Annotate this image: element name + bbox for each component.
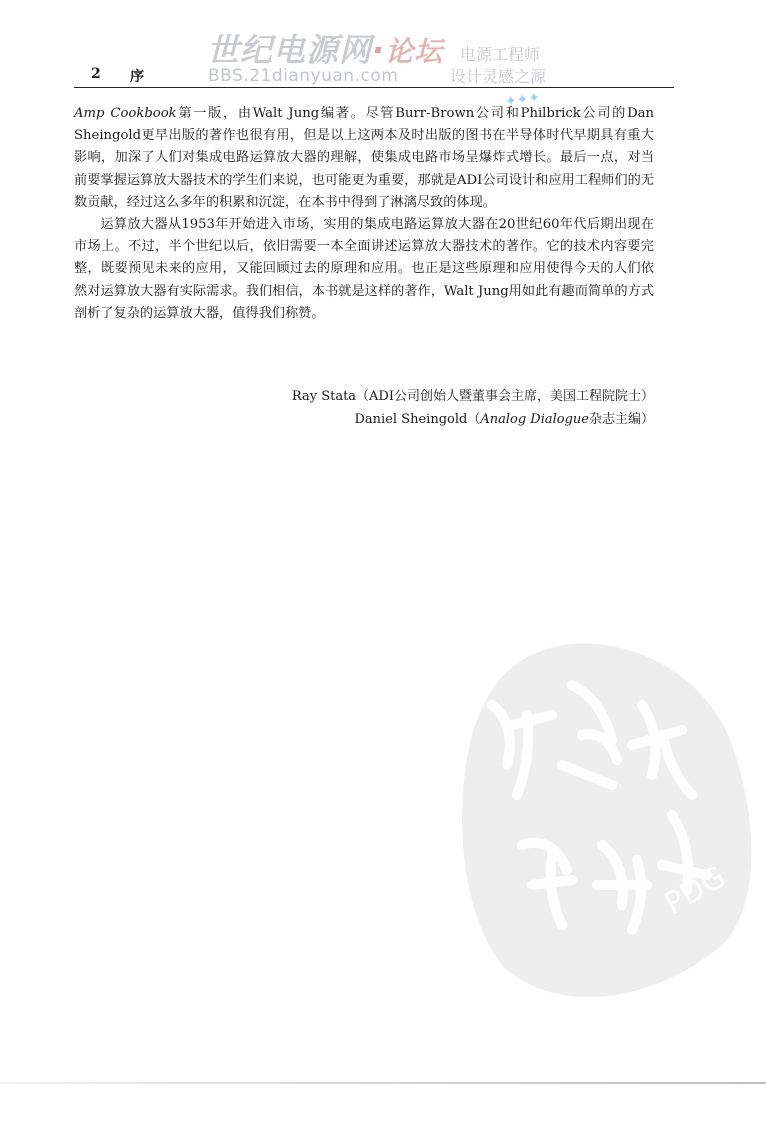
watermark-logo-tail: 论坛 bbox=[385, 35, 444, 68]
bottom-scan-edge bbox=[0, 1082, 766, 1084]
body-text bbox=[74, 103, 654, 325]
seal-pdg-text: PDG bbox=[658, 859, 732, 922]
watermark-logo-dot: · bbox=[372, 31, 386, 69]
signature-daniel-sheingold bbox=[355, 408, 655, 427]
watermark-url: BBS.21dianyuan.com bbox=[208, 66, 399, 86]
watermark-logo bbox=[207, 25, 443, 71]
header-rule bbox=[74, 87, 674, 88]
watermark-logo-main: 世纪电源网 bbox=[207, 31, 373, 69]
watermark-tagline-2: 设计灵感之源 bbox=[450, 67, 547, 86]
signature-2-name: Daniel Sheingold（ bbox=[354, 412, 481, 427]
signature-ray-stata: Ray Stata（ADI公司创始人暨董事会主席，美国工程院院士） bbox=[291, 389, 654, 404]
book-title-italic: Amp Cookbook bbox=[74, 106, 177, 121]
watermark-tagline-1: 电源工程师 bbox=[460, 45, 541, 64]
page-number: 2 bbox=[91, 66, 101, 82]
signature-2-rest: 杂志主编） bbox=[588, 412, 654, 427]
paragraph-1-text: 第一版，由Walt Jung编著。尽管Burr-Brown公司和Philbrick公司的Dan Sheingold更早出版的著作也很有用，但是以上这两本及时出版的图书在半导体时代早期具有重大影响，加深了人们对集成电路运算放大器的理解，使集成电路市场呈爆炸式增长。最后一点，对当前要掌握运算放大器技术的学生们来说，也可能更为重要，那就是ADI公司设计和应用工程师们的无数贡献，经过这么多年的积累和沉淀，在本书中得到了淋漓尽致的体现。 bbox=[74, 106, 654, 210]
seal-watermark-image bbox=[432, 615, 762, 1015]
paragraph-1 bbox=[74, 103, 654, 214]
paragraph-2: 运算放大器从1953年开始进入市场，实用的集成电路运算放大器在20世纪60年代后期出现在市场上。不过，半个世纪以后，依旧需要一本全面讲述运算放大器技术的著作。它的技术内容要完整，既要预见未来的应用，又能回顾过去的原理和应用。也正是这些原理和应用使得今天的人们依然对运算放大器有实际需求。我们相信，本书就是这样的著作，Walt Jung用如此有趣而简单的方式剖析了复杂的运算放大器，值得我们称赞。 bbox=[74, 217, 654, 321]
section-title: 序 bbox=[130, 69, 144, 85]
watermark-small-stamp: ✦✦✦ bbox=[504, 89, 542, 111]
magazine-title-italic: Analog Dialogue bbox=[480, 412, 589, 427]
